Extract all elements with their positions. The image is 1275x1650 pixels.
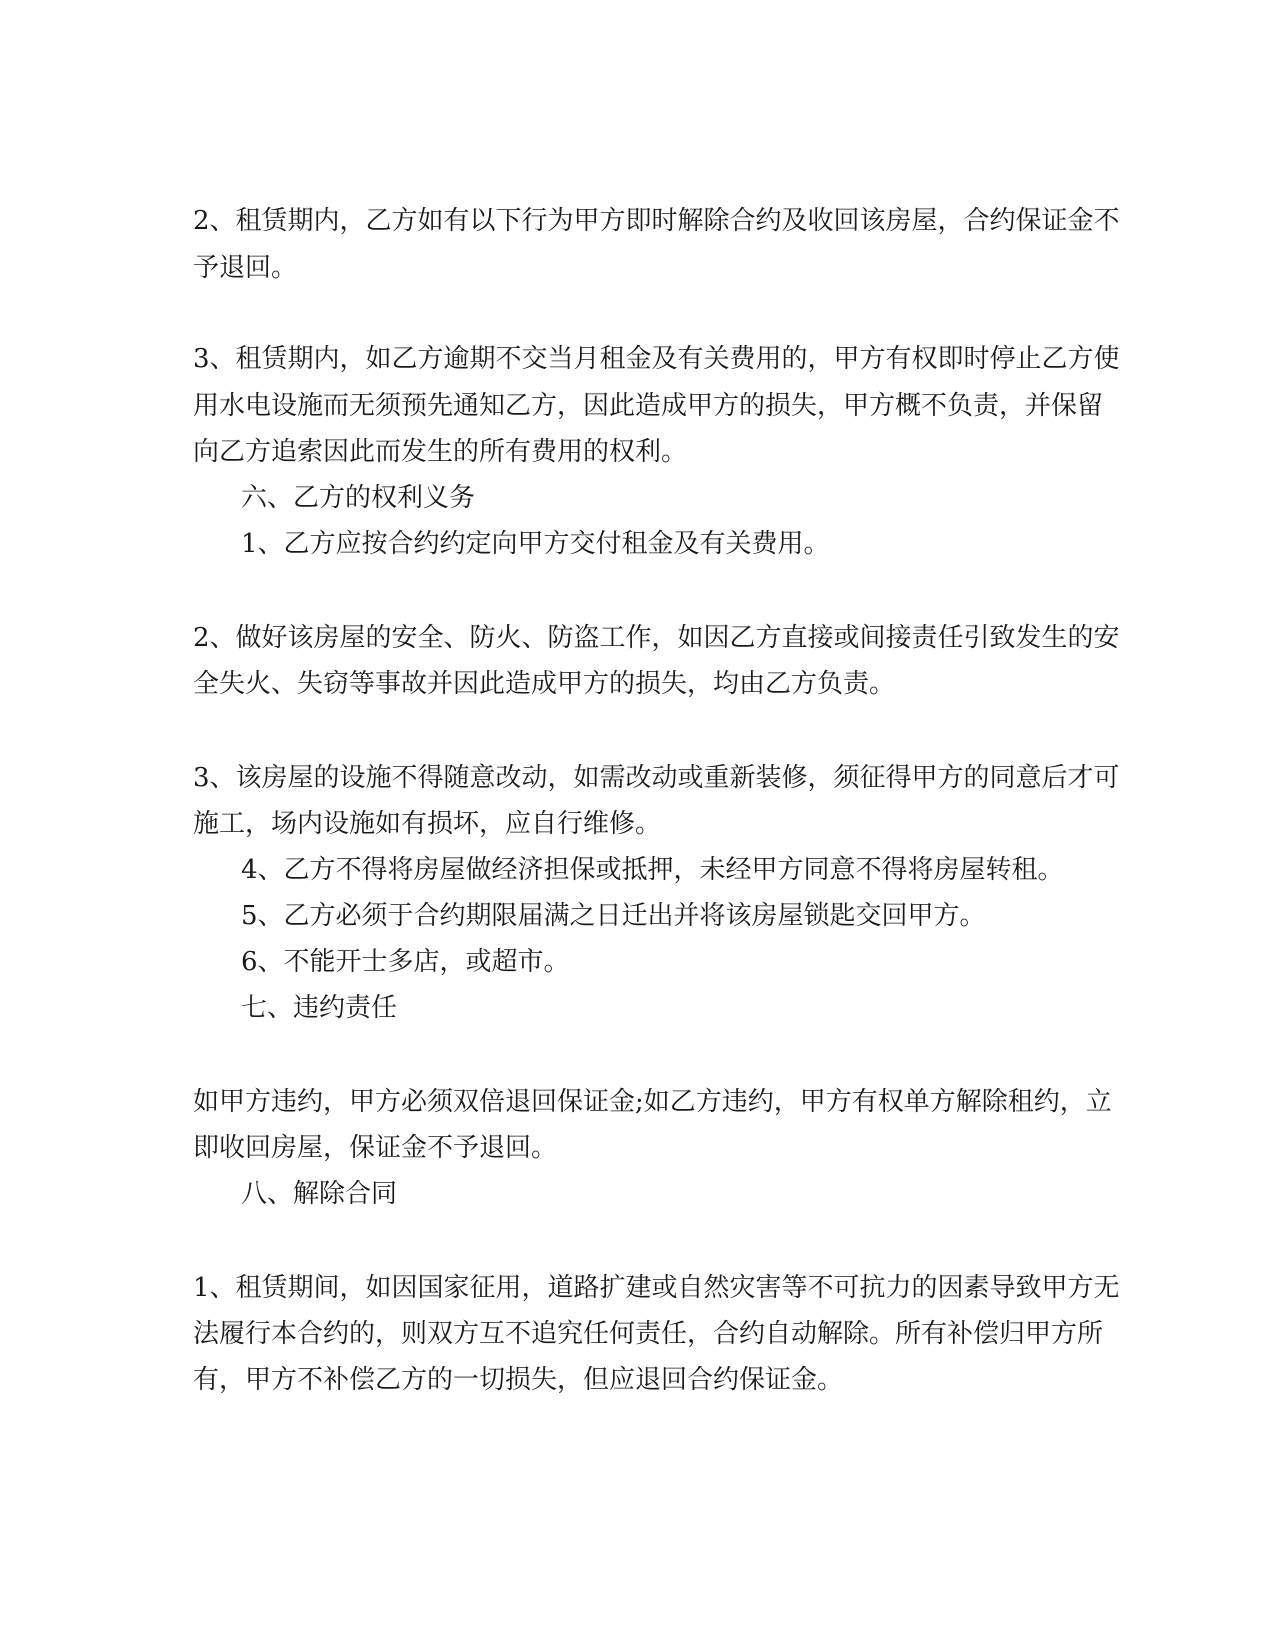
text-line: 6、不能开士多店，或超市。 (241, 947, 570, 977)
text-line: 如甲方违约，甲方必须双倍退回保证金;如乙方违约，甲方有权单方解除租约，立 (193, 1087, 1112, 1117)
section-heading: 七、违约责任 (241, 993, 398, 1023)
text-line: 1、租赁期间，如因国家征用，道路扩建或自然灾害等不可抗力的因素导致甲方无 (193, 1273, 1120, 1303)
text-line: 有，甲方不补偿乙方的一切损失，但应退回合约保证金。 (193, 1365, 844, 1395)
text-line: 施工，场内设施如有损坏，应自行维修。 (193, 809, 662, 839)
text-line: 用水电设施而无须预先通知乙方，因此造成甲方的损失，甲方概不负责，并保留 (193, 391, 1104, 421)
section-heading: 六、乙方的权利义务 (241, 483, 476, 513)
text-line: 向乙方追索因此而发生的所有费用的权利。 (193, 437, 688, 467)
text-line: 1、乙方应按合约约定向甲方交付租金及有关费用。 (241, 529, 830, 559)
text-line: 全失火、失窃等事故并因此造成甲方的损失，均由乙方负责。 (193, 669, 896, 699)
text-line: 予退回。 (193, 253, 298, 283)
text-line: 4、乙方不得将房屋做经济担保或抵押，未经甲方同意不得将房屋转租。 (241, 855, 1064, 885)
text-line: 2、租赁期内，乙方如有以下行为甲方即时解除合约及收回该房屋，合约保证金不 (193, 206, 1120, 236)
text-line: 3、租赁期内，如乙方逾期不交当月租金及有关费用的，甲方有权即时停止乙方使 (193, 344, 1120, 374)
text-line: 2、做好该房屋的安全、防火、防盗工作，如因乙方直接或间接责任引致发生的安 (193, 623, 1120, 653)
text-line: 即收回房屋，保证金不予退回。 (193, 1133, 558, 1163)
section-heading: 八、解除合同 (241, 1179, 398, 1209)
text-line: 3、该房屋的设施不得随意改动，如需改动或重新装修，须征得甲方的同意后才可 (193, 763, 1120, 793)
text-line: 法履行本合约的，则双方互不追究任何责任，合约自动解除。所有补偿归甲方所 (193, 1319, 1104, 1349)
text-line: 5、乙方必须于合约期限届满之日迁出并将该房屋锁匙交回甲方。 (241, 901, 986, 931)
